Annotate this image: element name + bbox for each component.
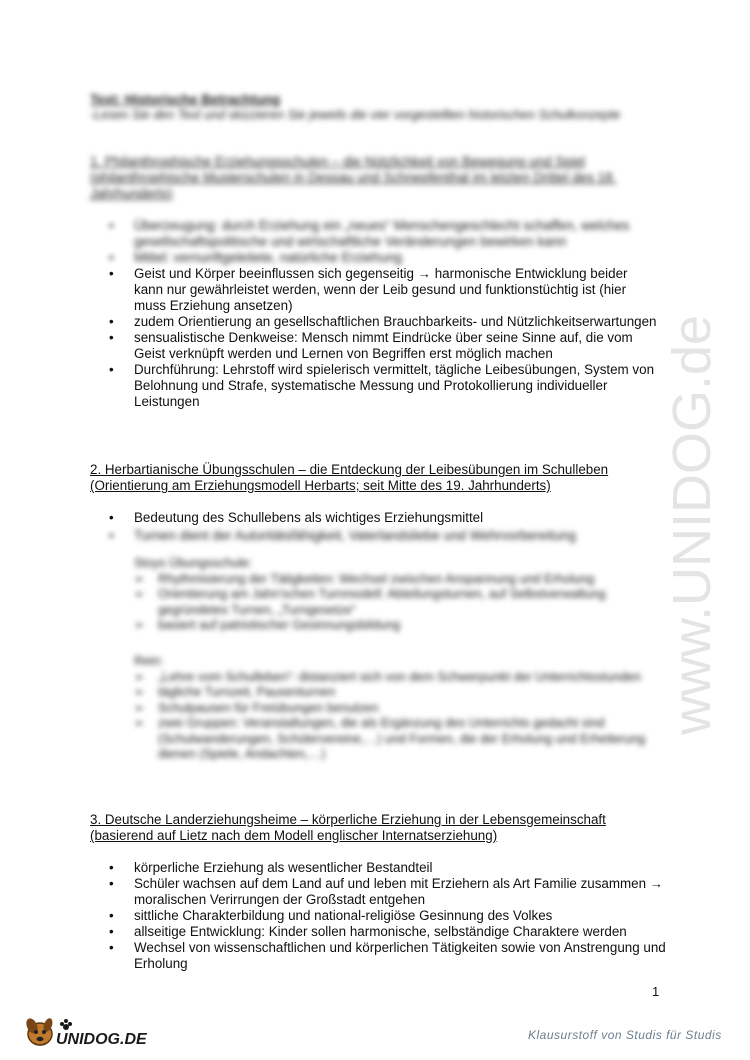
list-item: • sensualistische Denkweise: Mensch nimmt Eindrücke über seine Sinne auf, die vom Geist verknüpft werden und Lernen von Begriffen erst möglich machen [109, 330, 633, 361]
watermark [660, 270, 730, 750]
list-item: • sittliche Charakterbildung und national-religiöse Gesinnung des Volkes [109, 908, 553, 923]
list-item: • Schüler wachsen auf dem Land auf und leben mit Erziehern als Art Familie zusammen → moralischen Verirrungen der Großstadt entgehen [109, 876, 664, 907]
list-item: ➢ Schulpausen für Freiübungen benutzen [134, 701, 654, 717]
section1-heading: 1. Philanthrophische Erziehungsschulen – die Nützlichkeit von Bewegung und Spiel (philanthrophische Musterschulen in Dessau und Schnepfenthal im letzten Drittel des 18. Jahrhunderts) [90, 154, 617, 201]
list-item: • Turnen dient der Autoritätsfähigkeit, Vaterlandsliebe und Wehrvorbereitung [109, 528, 576, 543]
section1-blurred-list [90, 218, 660, 266]
stoy-block [134, 556, 654, 634]
list-item: • Überzeugung: durch Erziehung ein „neues“ Menschengeschlecht schaffen, welches gesellschaftspolitische und wirtschaftliche Veränderungen bewirken kann [109, 218, 630, 249]
watermark-text: www.UNIDOG.de [662, 314, 722, 735]
list-item: • Durchführung: Lehrstoff wird spielerisch vermittelt, tägliche Leibesübungen, System von Belohnung und Strafe, systematische Messung und Protokollierung individueller Leistungen [109, 362, 655, 409]
rein-list [134, 670, 654, 763]
section1-list [90, 266, 660, 410]
list-item: ➢ zwei Gruppen: Veranstaltungen, die als Ergänzung des Unterrichts gedacht sind (Schulwanderungen, Schülervereine,…) und Formen, die der Erholung und Erheiterung dienen (Spiele, Andachten,…) [134, 716, 654, 763]
section3-list [90, 860, 670, 972]
page-title: Text: Historische Betrachtung [90, 92, 281, 107]
section2-list [90, 510, 660, 526]
list-item: • körperliche Erziehung als wesentlicher Bestandteil [109, 860, 433, 875]
header [90, 92, 630, 123]
list-item: ➢ basiert auf patriotischer Gesinnungsbildung [134, 618, 654, 634]
instruction: -Lesen Sie den Text und skizzieren Sie jeweils die vier vorgestellten historischen Schulkonzepte [90, 108, 621, 122]
page-number: 1 [652, 984, 660, 999]
section2-heading: 2. Herbartianische Übungsschulen – die Entdeckung der Leibesübungen im Schulleben (Orientierung am Erziehungsmodell Herbarts; seit Mitte des 19. Jahrhunderts) [90, 462, 609, 493]
list-item: ➢ Orientierung am Jahn'schen Turnmodell: Abteilungsturnen, auf Selbstverwaltung gegründetes Turnen, „Turngesetze“ [134, 587, 654, 618]
list-item: • zudem Orientierung an gesellschaftlichen Brauchbarkeits- und Nützlichkeitserwartungen [109, 314, 657, 329]
list-item: • Wechsel von wissenschaftlichen und körperlichen Tätigkeiten sowie von Anstrengung und Erholung [109, 940, 666, 971]
list-item: • Geist und Körper beeinflussen sich gegenseitig → harmonische Entwicklung beider kann nur gewährleistet werden, wenn der Leib gesund und funktionstüchtig ist (hier muss Erziehung ansetzen) [109, 266, 628, 313]
section2-blurred-list [90, 528, 660, 544]
list-item: ➢ tägliche Turnzeit, Pausenturnen [134, 685, 654, 701]
list-item: • allseitige Entwicklung: Kinder sollen harmonische, selbständige Charaktere werden [109, 924, 627, 939]
unidog-logo [22, 1012, 172, 1052]
list-item: • Bedeutung des Schullebens als wichtiges Erziehungsmittel [109, 510, 484, 525]
list-item: • Mittel: vernunftgeleitete, natürliche Erziehung [109, 250, 402, 265]
logo-text: UNIDOG.DE [56, 1031, 147, 1048]
stoy-title: Stoys Übungsschule: [134, 556, 253, 570]
list-item: ➢ „Lehre vom Schulleben“: distanziert sich von dem Schwerpunkt der Unterrichtsstunden [134, 670, 654, 686]
rein-block [134, 654, 654, 763]
dog-icon [22, 1012, 172, 1052]
list-item: ➢ Rhythmisierung der Tätigkeiten: Wechsel zwischen Anspannung und Erholung [134, 572, 654, 588]
rein-title: Rein: [134, 654, 164, 668]
footer-slogan: Klausurstoff von Studis für Studis [528, 1028, 722, 1042]
section3-heading: 3. Deutsche Landerziehungsheime – körperliche Erziehung in der Lebensgemeinschaft (basierend auf Lietz nach dem Modell englischer Internatserziehung) [90, 812, 606, 843]
stoy-list [134, 572, 654, 634]
